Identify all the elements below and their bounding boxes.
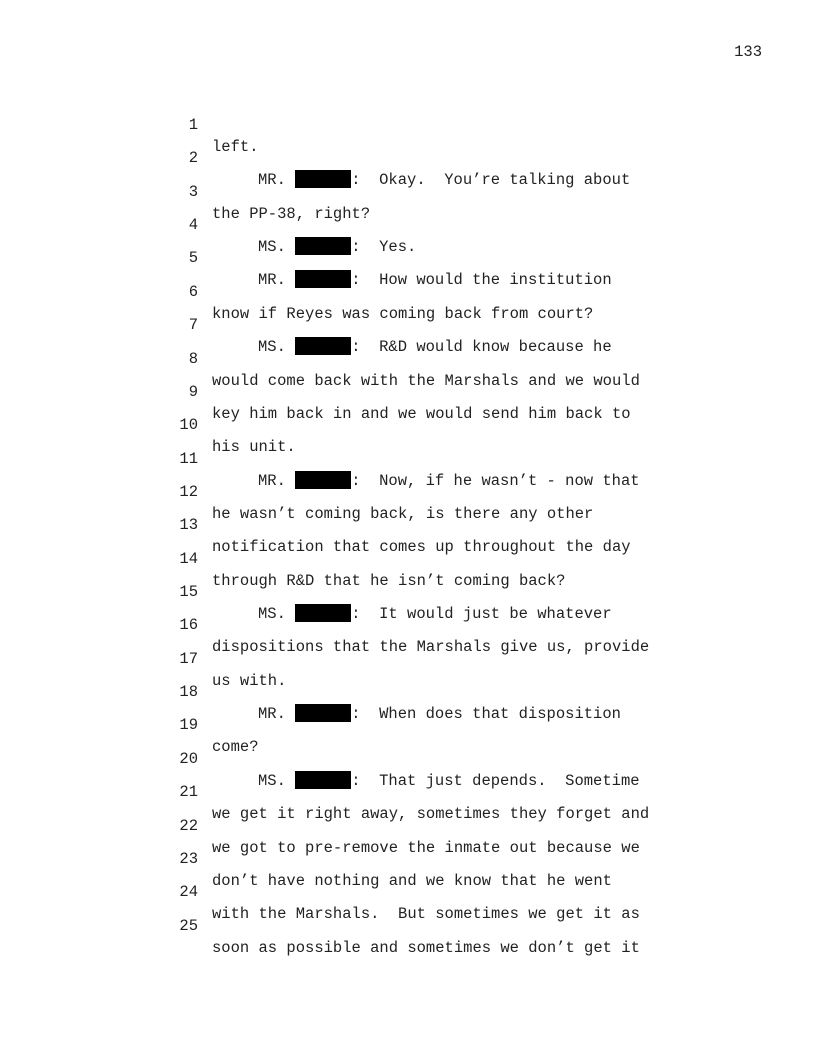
line-text: with the Marshals. But sometimes we get it as bbox=[212, 905, 640, 924]
line-text: : It would just be whatever bbox=[351, 605, 612, 624]
line-number: 18 bbox=[179, 683, 198, 702]
line-number: 12 bbox=[179, 482, 198, 501]
transcript-line bbox=[0, 292, 816, 357]
page-number: 133 bbox=[734, 43, 762, 61]
speaker-title: MR. bbox=[258, 471, 286, 490]
line-text: dispositions that the Marshals give us, provide bbox=[212, 638, 650, 657]
transcript-line bbox=[0, 92, 816, 156]
speaker-title: MR. bbox=[258, 705, 286, 724]
line-number: 11 bbox=[179, 449, 198, 468]
transcript-line bbox=[0, 859, 816, 924]
transcript-line bbox=[0, 392, 816, 457]
line-text: he wasn’t coming back, is there any other bbox=[212, 504, 594, 523]
transcript-line bbox=[0, 592, 816, 657]
line-number: 17 bbox=[179, 649, 198, 668]
transcript-line bbox=[0, 492, 816, 557]
transcript-line bbox=[0, 192, 816, 257]
line-number: 23 bbox=[179, 849, 198, 868]
line-number: 16 bbox=[179, 616, 198, 635]
line-text: we got to pre-remove the inmate out because we bbox=[212, 838, 640, 857]
transcript-line bbox=[0, 826, 816, 890]
transcript-line bbox=[0, 125, 816, 190]
line-number: 22 bbox=[179, 816, 198, 835]
line-number: 9 bbox=[188, 382, 198, 401]
line-number: 3 bbox=[188, 182, 198, 201]
line-text: through R&D that he isn’t coming back? bbox=[212, 571, 566, 590]
speaker-title: MS. bbox=[258, 238, 286, 257]
speaker-title: MS. bbox=[258, 338, 286, 357]
transcript-line bbox=[0, 659, 816, 724]
line-number: 5 bbox=[188, 249, 198, 268]
line-number: 2 bbox=[188, 149, 198, 168]
transcript-body bbox=[0, 92, 816, 957]
transcript-line bbox=[0, 626, 816, 690]
line-number: 6 bbox=[188, 282, 198, 301]
transcript-line bbox=[0, 893, 816, 957]
line-number: 19 bbox=[179, 716, 198, 735]
line-text: : R&D would know because he bbox=[351, 338, 612, 357]
transcript-line bbox=[0, 526, 816, 590]
line-text: come? bbox=[212, 738, 259, 757]
transcript-line bbox=[0, 459, 816, 523]
line-number: 15 bbox=[179, 583, 198, 602]
line-text: we get it right away, sometimes they forget and bbox=[212, 805, 650, 824]
line-text: the PP-38, right? bbox=[212, 204, 371, 223]
speaker-title: MS. bbox=[258, 771, 286, 790]
line-number: 7 bbox=[188, 316, 198, 335]
line-text: : Now, if he wasn’t - now that bbox=[351, 471, 640, 490]
line-number: 21 bbox=[179, 783, 198, 802]
transcript-line bbox=[0, 259, 816, 323]
transcript-line bbox=[0, 359, 816, 423]
line-text: know if Reyes was coming back from court? bbox=[212, 304, 594, 323]
line-text: key him back in and we would send him back to bbox=[212, 404, 631, 423]
transcript-line bbox=[0, 426, 816, 490]
line-text: left. bbox=[212, 138, 259, 156]
line-number: 10 bbox=[179, 416, 198, 435]
line-text: his unit. bbox=[212, 438, 296, 457]
line-number: 8 bbox=[188, 349, 198, 368]
line-number: 20 bbox=[179, 749, 198, 768]
transcript-line bbox=[0, 326, 816, 390]
line-text: don’t have nothing and we know that he went bbox=[212, 871, 612, 890]
transcript-line bbox=[0, 692, 816, 757]
line-number: 25 bbox=[179, 916, 198, 935]
line-text: would come back with the Marshals and we would bbox=[212, 371, 640, 390]
line-text: : When does that disposition bbox=[351, 705, 621, 724]
line-number: 1 bbox=[188, 116, 198, 134]
speaker-title: MS. bbox=[258, 605, 286, 624]
line-text: : Yes. bbox=[351, 238, 417, 257]
line-number: 24 bbox=[179, 883, 198, 902]
line-text: soon as possible and sometimes we don’t get it bbox=[212, 938, 640, 957]
transcript-line bbox=[0, 225, 816, 290]
transcript-line bbox=[0, 759, 816, 824]
transcript-line bbox=[0, 793, 816, 857]
speaker-title: MR. bbox=[258, 271, 286, 290]
speaker-title: MR. bbox=[258, 171, 286, 190]
transcript-line bbox=[0, 559, 816, 624]
line-text: us with. bbox=[212, 671, 287, 690]
transcript-line bbox=[0, 726, 816, 790]
transcript-line bbox=[0, 159, 816, 223]
line-number: 13 bbox=[179, 516, 198, 535]
line-number: 4 bbox=[188, 216, 198, 235]
line-text: : That just depends. Sometime bbox=[351, 771, 640, 790]
line-text: notification that comes up throughout the day bbox=[212, 538, 631, 557]
line-text: : Okay. You’re talking about bbox=[351, 171, 631, 190]
line-number: 14 bbox=[179, 549, 198, 568]
line-text: : How would the institution bbox=[351, 271, 612, 290]
